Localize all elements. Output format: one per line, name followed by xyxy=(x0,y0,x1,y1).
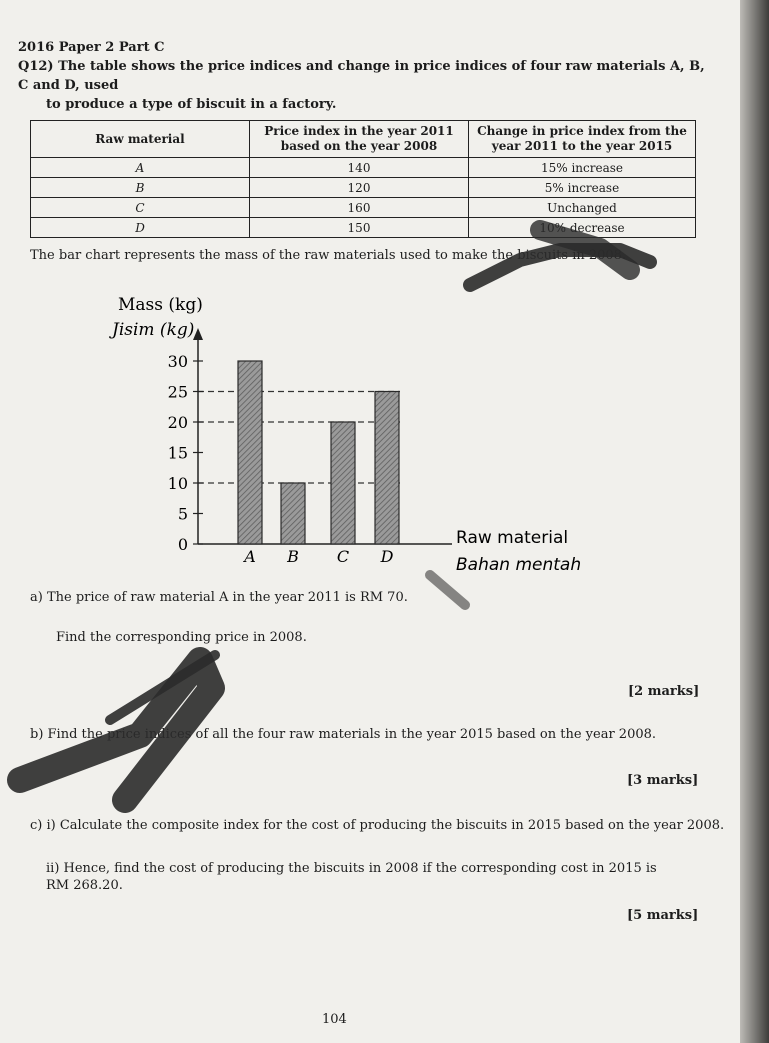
question-number: Q12) xyxy=(18,59,54,74)
part-a-marks: [2 marks] xyxy=(628,684,700,699)
cell-index: 150 xyxy=(250,218,469,238)
part-c-i: c) i) Calculate the composite index for the cost of producing the biscuits in 2015 based on the year 2008. xyxy=(30,818,725,833)
question-line-1: The table shows the price indices and change in price indices of four raw materials A, B, C and D, used xyxy=(18,59,705,93)
paper-header: 2016 Paper 2 Part C xyxy=(18,40,165,55)
x-tick-label-A: A xyxy=(244,547,256,566)
header-price-index: Price index in the year 2011 based on the year 2008 xyxy=(250,121,469,158)
page-shadow-edge xyxy=(740,0,769,1043)
question-line-2: to produce a type of biscuit in a factory. xyxy=(46,97,337,112)
cell-material: D xyxy=(31,218,250,238)
part-b-marks: [3 marks] xyxy=(627,773,699,788)
cell-material: B xyxy=(31,178,250,198)
part-a-line-2: Find the corresponding price in 2008. xyxy=(56,630,307,645)
bar-B xyxy=(281,483,305,544)
table-header-row xyxy=(31,121,696,158)
cell-change: 5% increase xyxy=(469,178,696,198)
question-stem xyxy=(18,57,708,114)
table-row xyxy=(31,178,696,198)
y-tick-label-0: 0 xyxy=(177,535,188,554)
cell-index: 140 xyxy=(250,158,469,178)
y-axis-arrow xyxy=(193,328,203,340)
cell-change: 15% increase xyxy=(469,158,696,178)
part-c-marks: [5 marks] xyxy=(627,908,699,923)
cell-index: 160 xyxy=(250,198,469,218)
part-c-ii-line-2: RM 268.20. xyxy=(46,878,123,893)
y-tick-label-10: 10 xyxy=(167,474,188,493)
page-number: 104 xyxy=(322,1012,347,1027)
header-change: Change in price index from the year 2011 to the year 2015 xyxy=(469,121,696,158)
bar-chart-caption: The bar chart represents the mass of the raw materials used to make the biscuits in 2008. xyxy=(30,248,627,263)
bar-D xyxy=(375,392,399,545)
cell-material: C xyxy=(31,198,250,218)
y-axis-label-en: Mass (kg) xyxy=(118,295,203,315)
x-tick-label-D: D xyxy=(380,547,394,566)
y-tick-label-5: 5 xyxy=(177,504,188,524)
x-tick-label-C: C xyxy=(336,547,350,566)
part-b-line-1: b) Find the price indices of all the four raw materials in the year 2015 based on the year 2008. xyxy=(30,727,657,742)
table-row xyxy=(31,158,696,178)
cell-material: A xyxy=(31,158,250,178)
cell-change: Unchanged xyxy=(469,198,696,218)
table-row xyxy=(31,218,696,238)
cell-change: 10% decrease xyxy=(469,218,696,238)
y-tick-label-15: 15 xyxy=(167,443,188,463)
x-axis-label-en: Raw material xyxy=(456,528,569,548)
table-row xyxy=(31,198,696,218)
header-raw-material: Raw material xyxy=(31,121,250,158)
x-axis-label-ms: Bahan mentah xyxy=(456,555,582,575)
cell-index: 120 xyxy=(250,178,469,198)
price-index-table xyxy=(30,120,696,238)
mass-bar-chart xyxy=(100,280,620,580)
part-c-ii-line-1: ii) Hence, find the cost of producing the biscuits in 2008 if the corresponding cost in 2015 is xyxy=(46,861,657,876)
part-a-line-1: a) The price of raw material A in the year 2011 is RM 70. xyxy=(30,590,408,605)
chart-plot-area xyxy=(168,328,452,566)
y-axis-label-ms: Jisim (kg) xyxy=(112,320,195,340)
y-tick-label-25: 25 xyxy=(167,382,188,402)
x-tick-label-B: B xyxy=(287,547,299,566)
bar-A xyxy=(238,361,262,544)
y-tick-label-30: 30 xyxy=(167,352,188,371)
bar-C xyxy=(331,422,355,544)
y-tick-label-20: 20 xyxy=(167,413,188,432)
